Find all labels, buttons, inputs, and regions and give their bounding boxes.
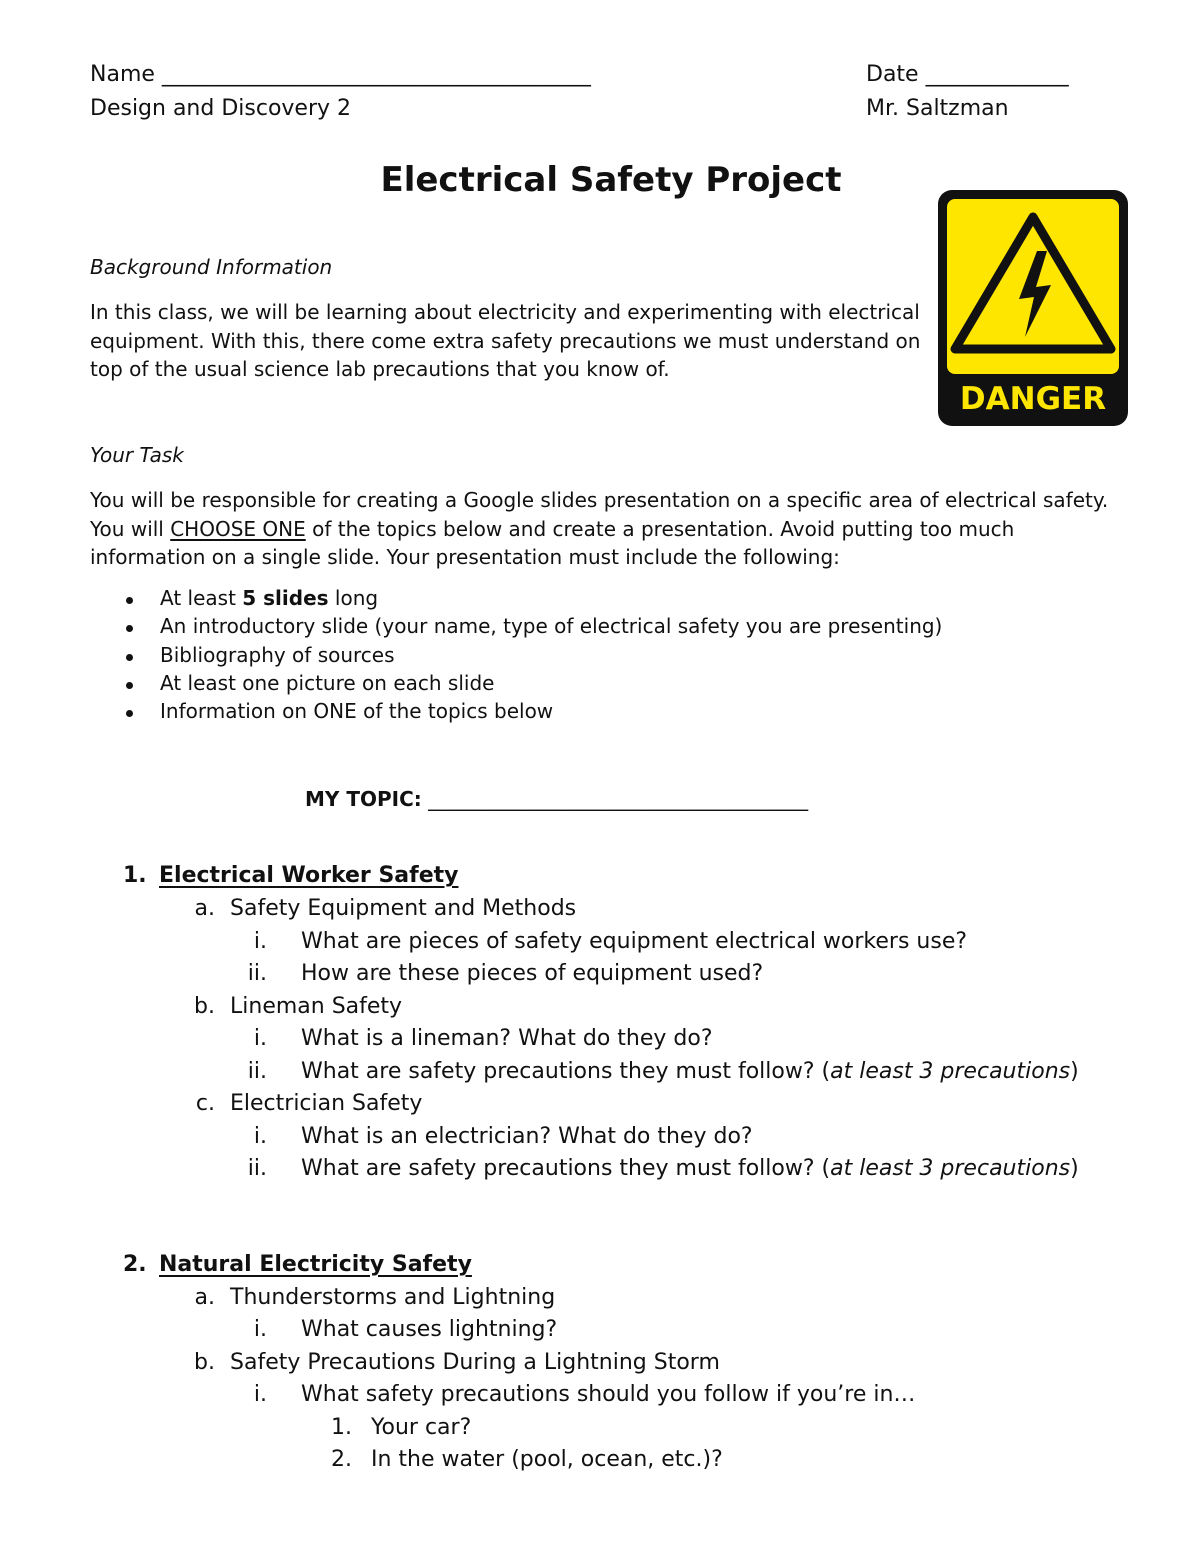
list-marker: ii. bbox=[247, 961, 267, 986]
topic1-c-i: What is an electrician? What do they do? bbox=[301, 1124, 753, 1149]
topic1-a: Safety Equipment and Methods bbox=[230, 896, 577, 921]
list-marker: i. bbox=[253, 1026, 267, 1051]
topic1-number: 1. bbox=[123, 863, 147, 888]
topic2-b-i-1: Your car? bbox=[371, 1415, 472, 1440]
requirement-bibliography: Bibliography of sources bbox=[160, 643, 395, 667]
topic1-b-ii bbox=[301, 1059, 1079, 1084]
bullet-dot bbox=[126, 597, 133, 604]
danger-sign-image bbox=[937, 189, 1129, 427]
topic2-a-i: What causes lightning? bbox=[301, 1317, 558, 1342]
list-marker: c. bbox=[195, 1091, 215, 1116]
requirement-topic: Information on ONE of the topics below bbox=[160, 699, 554, 723]
topic2-a: Thunderstorms and Lightning bbox=[230, 1285, 556, 1310]
topic2-title: Natural Electricity Safety bbox=[159, 1252, 472, 1277]
course-name: Design and Discovery 2 bbox=[90, 96, 352, 121]
choose-one-emphasis: CHOOSE ONE bbox=[170, 516, 306, 541]
topic1-b-ii-close: ) bbox=[1070, 1059, 1079, 1084]
task-text-start: You will be responsible for creating a Google slides presentation on a specific area of electrical safety. You will bbox=[90, 488, 1109, 541]
name-label: Name bbox=[90, 62, 155, 87]
list-marker: 2. bbox=[331, 1447, 352, 1472]
topic2-number: 2. bbox=[123, 1252, 147, 1277]
my-topic-blank: ______________________________________ bbox=[428, 787, 809, 811]
my-topic-line bbox=[305, 787, 808, 811]
topic1-b-ii-text: What are safety precautions they must follow? ( bbox=[301, 1059, 831, 1084]
task-text bbox=[90, 486, 1120, 572]
list-marker: ii. bbox=[247, 1059, 267, 1084]
background-text: In this class, we will be learning about electricity and experimenting with electrical equipment. With this, there come extra safety precautions we must understand on top of the usual science lab precautions that you know of. bbox=[90, 300, 921, 381]
name-blank: _______________________________________ bbox=[161, 62, 591, 87]
bullet-dot bbox=[126, 682, 133, 689]
requirement-picture: At least one picture on each slide bbox=[160, 671, 495, 695]
topic2-b: Safety Precautions During a Lightning Storm bbox=[230, 1350, 720, 1375]
list-marker: b. bbox=[194, 994, 215, 1019]
my-topic-label: MY TOPIC: bbox=[305, 787, 422, 811]
background-heading: Background Information bbox=[90, 255, 333, 279]
req1-pre: At least bbox=[160, 586, 243, 610]
topic1-title: Electrical Worker Safety bbox=[159, 863, 459, 888]
topic1-a-ii: How are these pieces of equipment used? bbox=[301, 961, 764, 986]
topic1-a-i: What are pieces of safety equipment electrical workers use? bbox=[301, 929, 968, 954]
topic1-b-i: What is a lineman? What do they do? bbox=[301, 1026, 713, 1051]
topic1-b-ii-emphasis: at least 3 precautions bbox=[830, 1059, 1071, 1084]
list-marker: i. bbox=[253, 1382, 267, 1407]
topic1-c-ii-text: What are safety precautions they must follow? ( bbox=[301, 1156, 831, 1181]
name-line bbox=[90, 62, 591, 87]
task-text-end: of the topics below and create a presentation. Avoid putting too much information on a single slide. Your presentation must include the following: bbox=[90, 516, 1015, 569]
topic1-b: Lineman Safety bbox=[230, 994, 403, 1019]
requirement-intro-slide: An introductory slide (your name, type of electrical safety you are presenting) bbox=[160, 614, 943, 638]
req1-bold: 5 slides bbox=[242, 586, 329, 610]
page-title: Electrical Safety Project bbox=[380, 160, 842, 200]
bullet-dot bbox=[126, 710, 133, 717]
danger-sign-text: DANGER bbox=[959, 381, 1107, 417]
list-marker: i. bbox=[253, 929, 267, 954]
topic1-c: Electrician Safety bbox=[230, 1091, 423, 1116]
topic1-c-ii-emphasis: at least 3 precautions bbox=[830, 1156, 1071, 1181]
list-marker: b. bbox=[194, 1350, 215, 1375]
topic2-b-i-2: In the water (pool, ocean, etc.)? bbox=[371, 1447, 723, 1472]
topic1-c-ii-close: ) bbox=[1070, 1156, 1079, 1181]
date-label: Date bbox=[866, 62, 919, 87]
list-marker: a. bbox=[194, 896, 215, 921]
task-heading: Your Task bbox=[90, 443, 184, 467]
topic2-b-i: What safety precautions should you follow if you’re in… bbox=[301, 1382, 916, 1407]
list-marker: i. bbox=[253, 1317, 267, 1342]
date-line bbox=[866, 62, 1069, 87]
list-marker: ii. bbox=[247, 1156, 267, 1181]
bullet-dot bbox=[126, 654, 133, 661]
teacher-name: Mr. Saltzman bbox=[866, 96, 1009, 121]
list-marker: a. bbox=[194, 1285, 215, 1310]
topic1-c-ii bbox=[301, 1156, 1079, 1181]
list-marker: 1. bbox=[331, 1415, 352, 1440]
date-blank: _____________ bbox=[925, 62, 1069, 87]
bullet-dot bbox=[126, 625, 133, 632]
req1-post: long bbox=[328, 586, 379, 610]
requirement-slides bbox=[160, 586, 378, 610]
list-marker: i. bbox=[253, 1124, 267, 1149]
